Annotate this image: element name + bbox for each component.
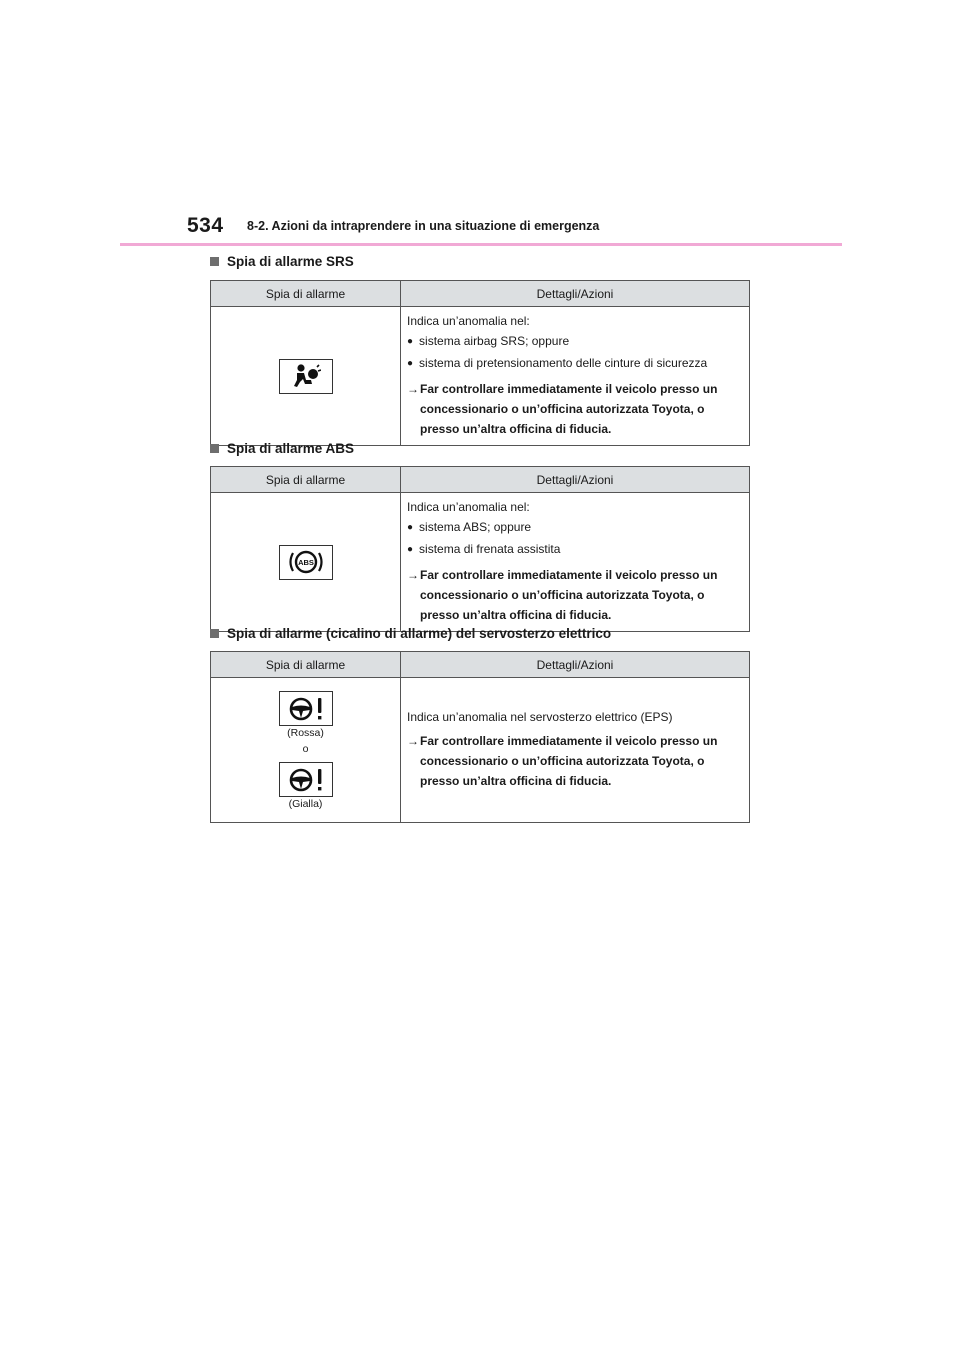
srs-airbag-icon [279,359,333,394]
column-header-light: Spia di allarme [211,652,401,678]
icon-caption-or: o [302,743,309,755]
action-note [407,731,743,791]
details-cell [401,678,750,823]
column-header-details: Dettagli/Azioni [401,467,750,493]
arrow-icon: → [407,568,419,582]
abs-icon [279,545,333,580]
bullet-item: ● sistema di frenata assistita [407,539,743,561]
column-header-light: Spia di allarme [211,281,401,307]
column-header-details: Dettagli/Azioni [401,652,750,678]
square-bullet-icon [210,444,219,453]
section-heading-label: Spia di allarme SRS [227,254,354,269]
section-heading-label: Spia di allarme (cicalino di allarme) del servosterzo elettrico [227,626,612,641]
action-text: Far controllare immediatamente il veicolo presso un concessionario o un’officina autorizzata Toyota, o presso un’altra officina di fiducia. [420,568,718,622]
detail-intro: Indica un’anomalia nel: [407,314,530,328]
icon-caption-yellow: (Gialla) [288,798,323,810]
section-heading-label: Spia di allarme ABS [227,441,355,456]
icon-caption-red: (Rossa) [287,727,324,739]
detail-intro: Indica un’anomalia nel: [407,500,530,514]
arrow-icon: → [407,382,419,396]
detail-intro: Indica un’anomalia nel servosterzo elettrico (EPS) [407,710,673,724]
icon-cell [211,307,401,446]
bullet-item: ● sistema airbag SRS; oppure [407,331,743,353]
abs-table [210,466,750,632]
icon-cell [211,678,401,823]
square-bullet-icon [210,257,219,266]
action-text: Far controllare immediatamente il veicolo presso un concessionario o un’officina autorizzata Toyota, o presso un’altra officina di fiducia. [420,382,718,436]
svg-text:ABS: ABS [297,558,314,567]
details-cell [401,493,750,632]
eps-table [210,651,750,823]
square-bullet-icon [210,629,219,638]
srs-table [210,280,750,446]
action-note [407,565,743,625]
action-note [407,379,743,439]
section-heading-srs [210,254,354,269]
details-cell [401,307,750,446]
steering-warning-icon [279,762,333,797]
section-heading-eps [210,626,611,641]
page-number: 534 [187,214,224,237]
header-rule [120,243,842,246]
section-heading-abs [210,441,354,456]
chapter-title: 8-2. Azioni da intraprendere in una situazione di emergenza [247,219,600,233]
icon-cell [211,493,401,632]
steering-warning-icon [279,691,333,726]
arrow-icon: → [407,734,419,748]
bullet-item: ● sistema ABS; oppure [407,517,743,539]
bullet-item: ● sistema di pretensionamento delle cinture di sicurezza [407,353,743,375]
column-header-details: Dettagli/Azioni [401,281,750,307]
column-header-light: Spia di allarme [211,467,401,493]
action-text: Far controllare immediatamente il veicolo presso un concessionario o un’officina autorizzata Toyota, o presso un’altra officina di fiducia. [420,734,718,788]
